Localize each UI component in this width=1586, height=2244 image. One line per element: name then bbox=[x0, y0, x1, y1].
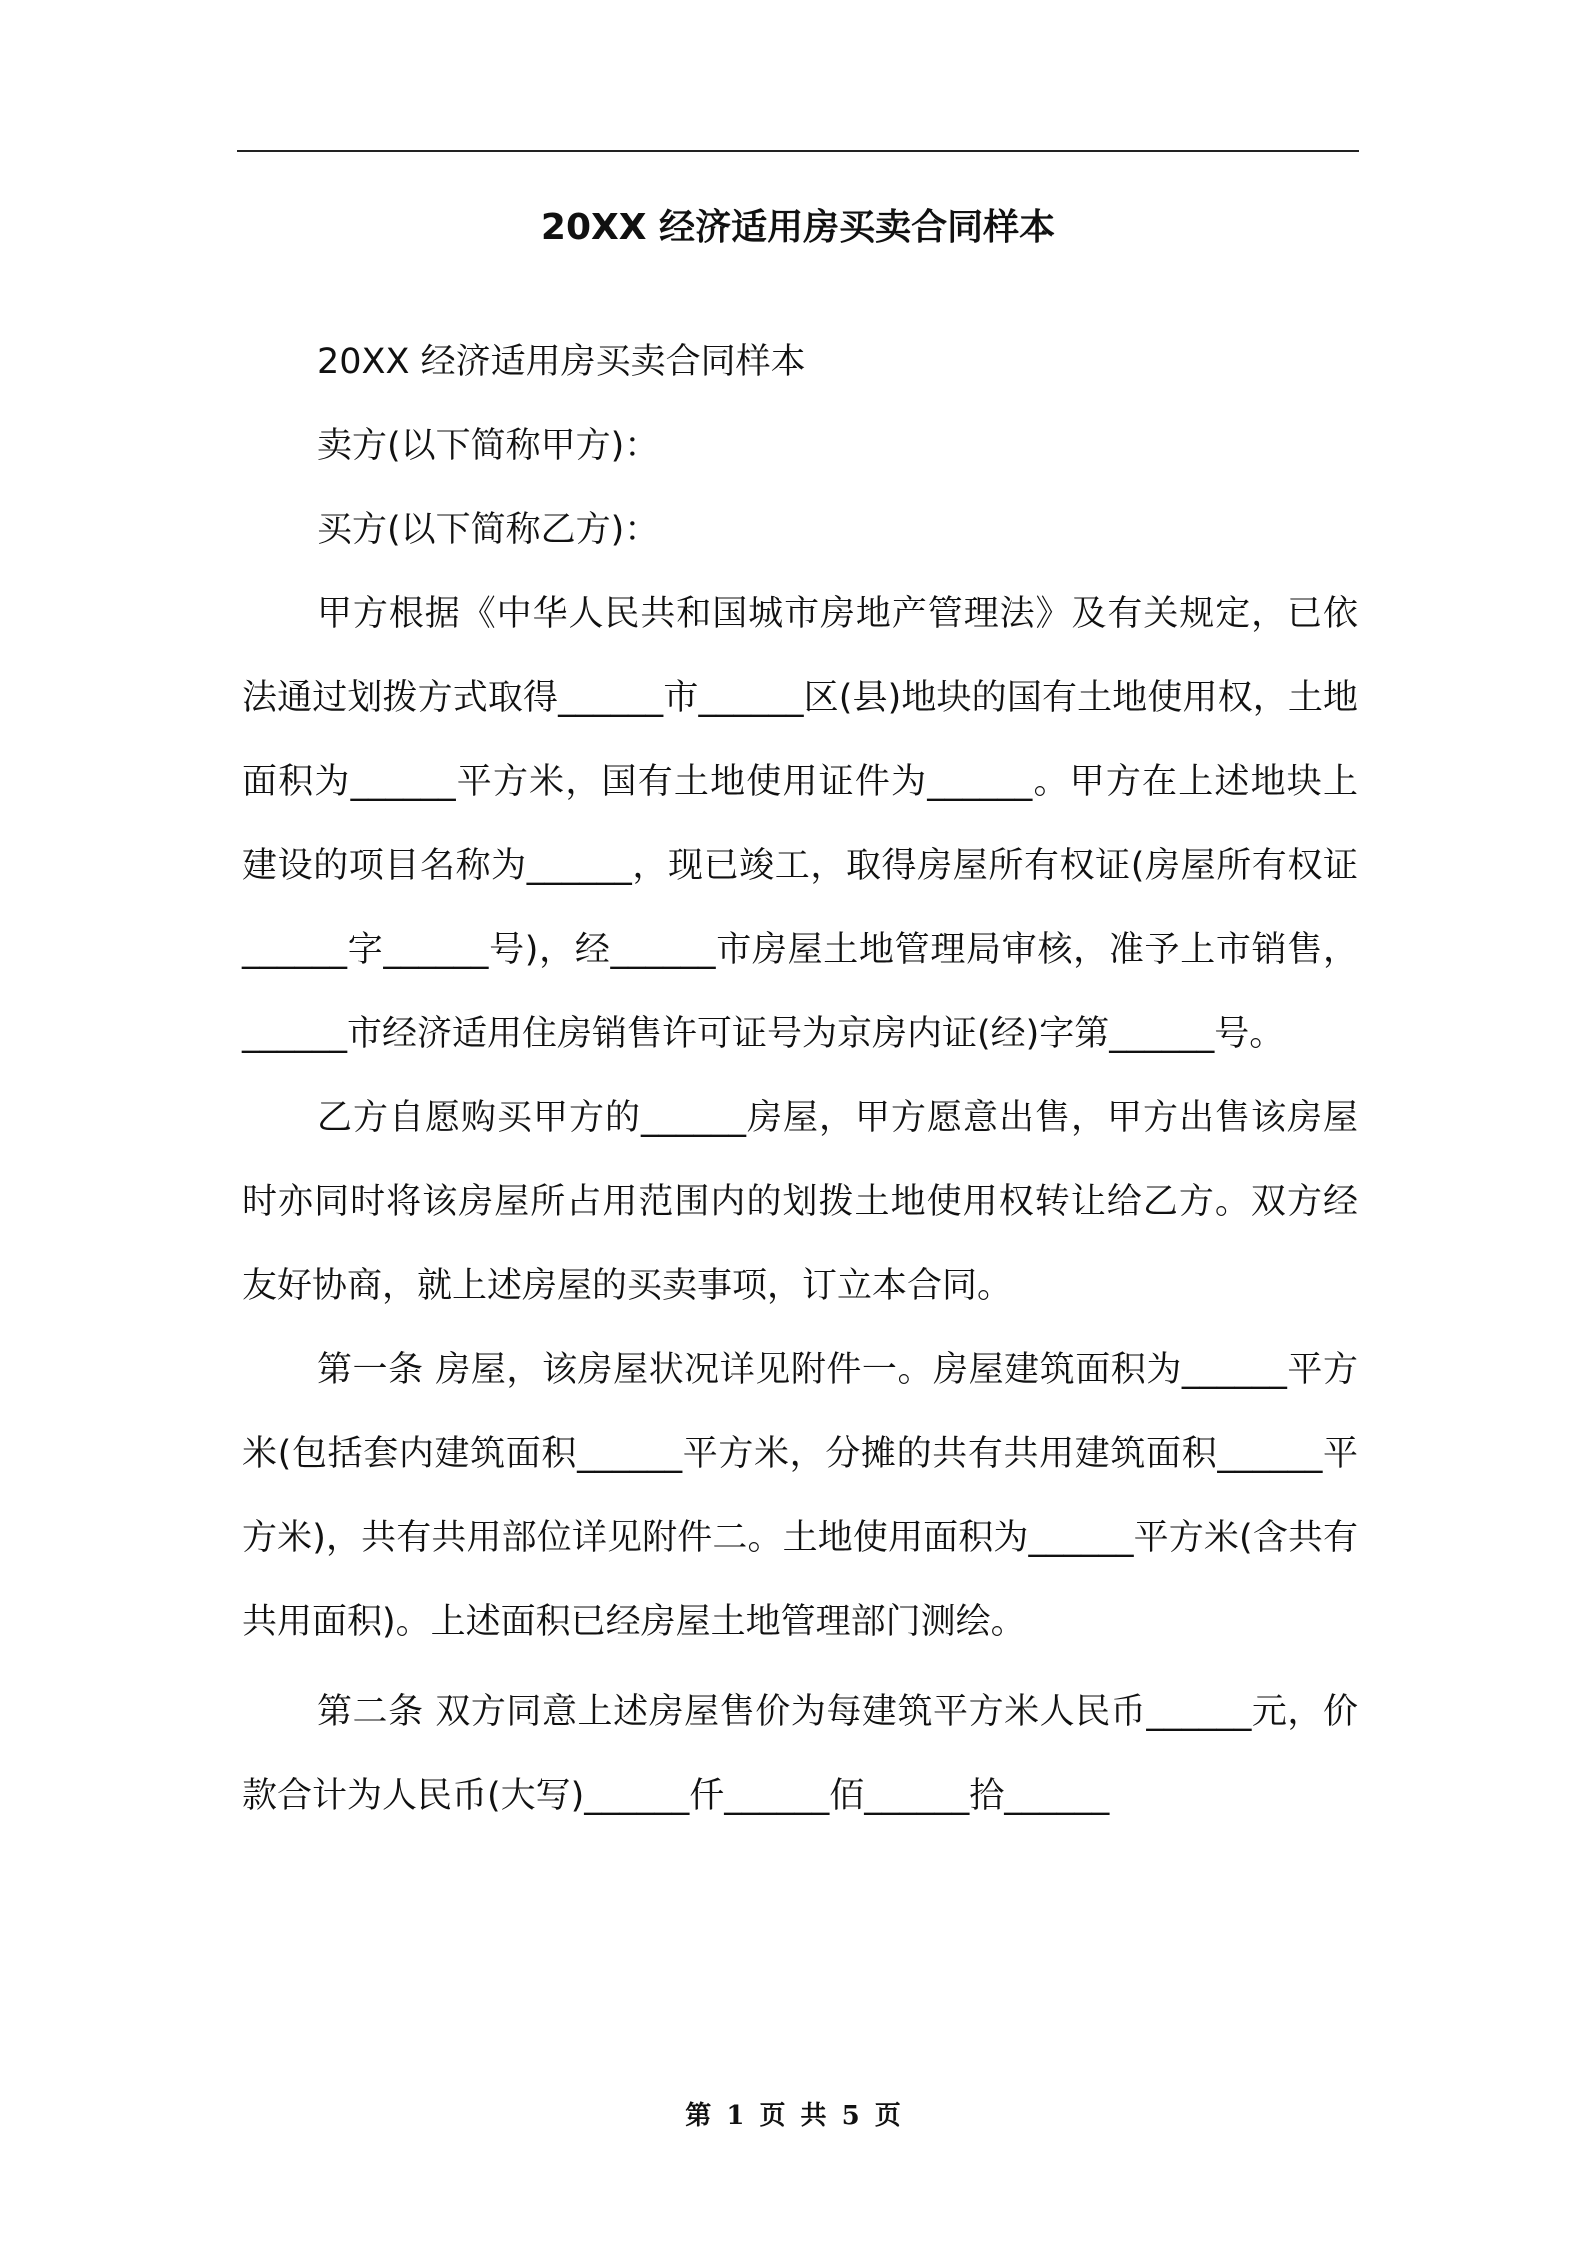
paragraph-subtitle: 20XX 经济适用房买卖合同样本 bbox=[317, 342, 806, 382]
paragraph-seller: 卖方(以下简称甲方)： bbox=[317, 426, 660, 466]
header-rule bbox=[237, 150, 1359, 152]
paragraph-purchase-intent: 乙方自愿购买甲方的______房屋，甲方愿意出售，甲方出售该房屋时亦同时将该房屋所占用范围内的划拨土地使用权转让给乙方。双方经友好协商，就上述房屋的买卖事项，订立本合同。 bbox=[242, 1098, 1358, 1306]
paragraph-article-2: 第二条 双方同意上述房屋售价为每建筑平方米人民币______元，价款合计为人民币(大写)______仟______佰______拾______ bbox=[242, 1692, 1358, 1816]
document-title: 20XX 经济适用房买卖合同样本 bbox=[540, 207, 1056, 248]
document-body bbox=[242, 320, 1358, 1838]
paragraph-land-rights: 甲方根据《中华人民共和国城市房地产管理法》及有关规定，已依法通过划拨方式取得______市______区(县)地块的国有土地使用权，土地面积为______平方米，国有土地使用证件为______。甲方在上述地块上建设的项目名称为______，现已竣工，取得房屋所有权证(房屋所有权证______字______号)，经______市房屋土地管理局审核，准予上市销售，______市经济适用住房销售许可证号为京房内证(经)字第______号。 bbox=[242, 594, 1358, 1054]
paragraph-article-1: 第一条 房屋，该房屋状况详见附件一。房屋建筑面积为______平方米(包括套内建筑面积______平方米，分摊的共有共用建筑面积______平方米)，共有共用部位详见附件二。土地使用面积为______平方米(含共有共用面积)。上述面积已经房屋土地管理部门测绘。 bbox=[242, 1350, 1358, 1642]
paragraph-buyer: 买方(以下简称乙方)： bbox=[317, 510, 660, 550]
page-number: 第 1 页 共 5 页 bbox=[685, 2101, 901, 2131]
